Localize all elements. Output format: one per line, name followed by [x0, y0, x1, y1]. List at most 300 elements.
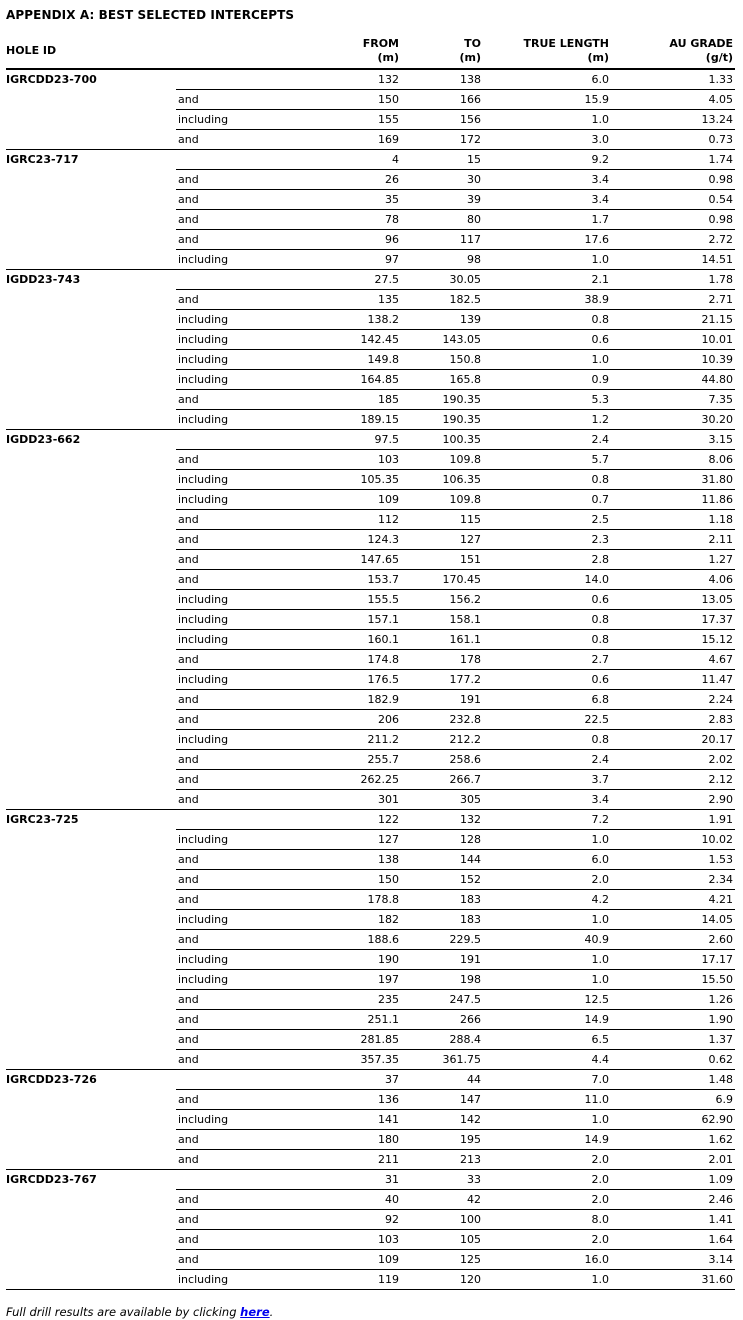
to-cell: 258.6	[401, 750, 483, 770]
table-row	[6, 1270, 735, 1290]
hole-id-cell	[6, 690, 176, 710]
hole-id-cell	[6, 1190, 176, 1210]
length-cell: 3.4	[483, 170, 611, 190]
length-cell: 3.4	[483, 190, 611, 210]
length-cell: 14.9	[483, 1130, 611, 1150]
grade-cell: 2.46	[611, 1190, 735, 1210]
to-cell: 106.35	[401, 470, 483, 490]
from-cell: 96	[298, 230, 401, 250]
hole-id-cell: IGDD23-662	[6, 430, 176, 450]
from-cell: 78	[298, 210, 401, 230]
table-row	[6, 330, 735, 350]
to-cell: 178	[401, 650, 483, 670]
length-cell: 6.0	[483, 69, 611, 90]
length-cell: 0.8	[483, 310, 611, 330]
grade-cell: 4.05	[611, 90, 735, 110]
qualifier-cell	[176, 1170, 298, 1190]
qualifier-cell: and	[176, 170, 298, 190]
grade-cell: 15.12	[611, 630, 735, 650]
from-cell: 112	[298, 510, 401, 530]
column-header-au-grade	[611, 35, 735, 69]
length-cell: 2.5	[483, 510, 611, 530]
hole-id-cell	[6, 770, 176, 790]
from-cell: 35	[298, 190, 401, 210]
grade-cell: 13.05	[611, 590, 735, 610]
length-cell: 17.6	[483, 230, 611, 250]
grade-cell: 30.20	[611, 410, 735, 430]
from-cell: 176.5	[298, 670, 401, 690]
qualifier-cell: and	[176, 990, 298, 1010]
table-row	[6, 170, 735, 190]
from-cell: 135	[298, 290, 401, 310]
qualifier-cell: including	[176, 630, 298, 650]
to-cell: 182.5	[401, 290, 483, 310]
qualifier-cell: and	[176, 1190, 298, 1210]
grade-cell: 2.83	[611, 710, 735, 730]
to-cell: 190.35	[401, 390, 483, 410]
length-cell: 3.0	[483, 130, 611, 150]
grade-cell: 2.12	[611, 770, 735, 790]
table-row	[6, 690, 735, 710]
hole-id-cell	[6, 1150, 176, 1170]
length-cell: 2.8	[483, 550, 611, 570]
hole-id-cell	[6, 1270, 176, 1290]
column-header-from	[298, 35, 401, 69]
table-row	[6, 90, 735, 110]
to-cell: 198	[401, 970, 483, 990]
length-cell: 2.0	[483, 1230, 611, 1250]
length-cell: 3.4	[483, 790, 611, 810]
to-cell: 266	[401, 1010, 483, 1030]
length-cell: 6.0	[483, 850, 611, 870]
length-cell: 1.0	[483, 970, 611, 990]
hole-id-cell: IGRCDD23-767	[6, 1170, 176, 1190]
length-cell: 4.2	[483, 890, 611, 910]
from-cell: 197	[298, 970, 401, 990]
hole-id-cell	[6, 1230, 176, 1250]
length-cell: 0.8	[483, 630, 611, 650]
grade-cell: 2.01	[611, 1150, 735, 1170]
hole-id-cell	[6, 1030, 176, 1050]
qualifier-cell	[176, 270, 298, 290]
hole-id-cell	[6, 930, 176, 950]
to-cell: 105	[401, 1230, 483, 1250]
table-row	[6, 1070, 735, 1090]
table-row	[6, 650, 735, 670]
table-row	[6, 450, 735, 470]
table-row	[6, 1170, 735, 1190]
hole-id-cell	[6, 1130, 176, 1150]
hole-id-cell	[6, 590, 176, 610]
length-cell: 22.5	[483, 710, 611, 730]
hole-id-cell	[6, 850, 176, 870]
qualifier-cell: and	[176, 1130, 298, 1150]
hole-id-cell	[6, 910, 176, 930]
table-row	[6, 230, 735, 250]
from-cell: 206	[298, 710, 401, 730]
qualifier-cell: and	[176, 1210, 298, 1230]
table-row	[6, 790, 735, 810]
table-row	[6, 270, 735, 290]
to-cell: 212.2	[401, 730, 483, 750]
from-cell: 178.8	[298, 890, 401, 910]
column-header-unit: (m)	[587, 51, 610, 64]
table-row	[6, 610, 735, 630]
qualifier-cell: and	[176, 290, 298, 310]
qualifier-cell: and	[176, 1010, 298, 1030]
hole-id-cell	[6, 290, 176, 310]
table-row	[6, 470, 735, 490]
hole-id-cell	[6, 250, 176, 270]
length-cell: 14.0	[483, 570, 611, 590]
grade-cell: 0.54	[611, 190, 735, 210]
to-cell: 229.5	[401, 930, 483, 950]
to-cell: 305	[401, 790, 483, 810]
to-cell: 30	[401, 170, 483, 190]
to-cell: 183	[401, 890, 483, 910]
footer-text-end: .	[269, 1305, 274, 1319]
from-cell: 251.1	[298, 1010, 401, 1030]
to-cell: 42	[401, 1190, 483, 1210]
hole-id-cell: IGRC23-725	[6, 810, 176, 830]
from-cell: 262.25	[298, 770, 401, 790]
qualifier-cell: and	[176, 750, 298, 770]
length-cell: 2.0	[483, 1150, 611, 1170]
length-cell: 4.4	[483, 1050, 611, 1070]
table-row	[6, 890, 735, 910]
column-header-hole-id	[6, 35, 298, 69]
here-link[interactable]: here	[240, 1305, 270, 1319]
to-cell: 128	[401, 830, 483, 850]
table-row	[6, 370, 735, 390]
hole-id-cell	[6, 470, 176, 490]
footer-text: Full drill results are available by clicking	[6, 1305, 241, 1319]
table-row	[6, 950, 735, 970]
hole-id-cell: IGDD23-743	[6, 270, 176, 290]
length-cell: 15.9	[483, 90, 611, 110]
qualifier-cell: including	[176, 730, 298, 750]
hole-id-cell	[6, 950, 176, 970]
from-cell: 26	[298, 170, 401, 190]
table-row	[6, 870, 735, 890]
to-cell: 15	[401, 150, 483, 170]
to-cell: 166	[401, 90, 483, 110]
qualifier-cell: and	[176, 190, 298, 210]
length-cell: 2.7	[483, 650, 611, 670]
hole-id-cell	[6, 550, 176, 570]
length-cell: 0.8	[483, 730, 611, 750]
table-row	[6, 830, 735, 850]
qualifier-cell: and	[176, 450, 298, 470]
hole-id-cell	[6, 390, 176, 410]
from-cell: 190	[298, 950, 401, 970]
length-cell: 2.0	[483, 1170, 611, 1190]
hole-id-cell	[6, 730, 176, 750]
hole-id-cell	[6, 490, 176, 510]
table-row	[6, 110, 735, 130]
from-cell: 136	[298, 1090, 401, 1110]
grade-cell: 20.17	[611, 730, 735, 750]
hole-id-cell	[6, 530, 176, 550]
qualifier-cell: and	[176, 570, 298, 590]
qualifier-cell: and	[176, 790, 298, 810]
to-cell: 213	[401, 1150, 483, 1170]
hole-id-cell	[6, 510, 176, 530]
hole-id-cell	[6, 670, 176, 690]
to-cell: 100	[401, 1210, 483, 1230]
hole-id-cell	[6, 1010, 176, 1030]
hole-id-cell	[6, 330, 176, 350]
length-cell: 0.6	[483, 330, 611, 350]
to-cell: 127	[401, 530, 483, 550]
grade-cell: 2.60	[611, 930, 735, 950]
table-row	[6, 710, 735, 730]
qualifier-cell: and	[176, 210, 298, 230]
grade-cell: 1.91	[611, 810, 735, 830]
to-cell: 361.75	[401, 1050, 483, 1070]
table-row	[6, 530, 735, 550]
grade-cell: 15.50	[611, 970, 735, 990]
to-cell: 195	[401, 1130, 483, 1150]
grade-cell: 1.74	[611, 150, 735, 170]
from-cell: 97.5	[298, 430, 401, 450]
from-cell: 142.45	[298, 330, 401, 350]
to-cell: 156.2	[401, 590, 483, 610]
grade-cell: 3.14	[611, 1250, 735, 1270]
to-cell: 109.8	[401, 490, 483, 510]
hole-id-cell	[6, 750, 176, 770]
table-row	[6, 810, 735, 830]
hole-id-cell	[6, 1090, 176, 1110]
qualifier-cell: and	[176, 890, 298, 910]
table-row	[6, 1010, 735, 1030]
hole-id-cell	[6, 210, 176, 230]
length-cell: 1.0	[483, 250, 611, 270]
length-cell: 1.0	[483, 350, 611, 370]
to-cell: 152	[401, 870, 483, 890]
qualifier-cell: and	[176, 130, 298, 150]
from-cell: 155.5	[298, 590, 401, 610]
to-cell: 232.8	[401, 710, 483, 730]
length-cell: 6.5	[483, 1030, 611, 1050]
table-row	[6, 550, 735, 570]
grade-cell: 10.01	[611, 330, 735, 350]
from-cell: 182.9	[298, 690, 401, 710]
column-header-label: TRUE LENGTH	[523, 37, 610, 50]
hole-id-cell	[6, 310, 176, 330]
length-cell: 0.8	[483, 470, 611, 490]
table-row	[6, 1210, 735, 1230]
hole-id-cell: IGRC23-717	[6, 150, 176, 170]
length-cell: 2.4	[483, 430, 611, 450]
hole-id-cell	[6, 570, 176, 590]
from-cell: 122	[298, 810, 401, 830]
table-row	[6, 1230, 735, 1250]
table-row	[6, 490, 735, 510]
to-cell: 117	[401, 230, 483, 250]
length-cell: 1.0	[483, 1110, 611, 1130]
qualifier-cell: including	[176, 950, 298, 970]
qualifier-cell: and	[176, 230, 298, 250]
hole-id-cell	[6, 130, 176, 150]
from-cell: 127	[298, 830, 401, 850]
table-row	[6, 1090, 735, 1110]
grade-cell: 1.37	[611, 1030, 735, 1050]
grade-cell: 1.64	[611, 1230, 735, 1250]
length-cell: 1.0	[483, 950, 611, 970]
from-cell: 182	[298, 910, 401, 930]
grade-cell: 11.47	[611, 670, 735, 690]
qualifier-cell: including	[176, 330, 298, 350]
intercepts-table-body	[6, 69, 735, 1290]
grade-cell: 13.24	[611, 110, 735, 130]
to-cell: 177.2	[401, 670, 483, 690]
qualifier-cell: and	[176, 1050, 298, 1070]
from-cell: 255.7	[298, 750, 401, 770]
table-row	[6, 850, 735, 870]
hole-id-cell	[6, 890, 176, 910]
table-row	[6, 1250, 735, 1270]
length-cell: 7.0	[483, 1070, 611, 1090]
footer-note	[6, 1305, 737, 1320]
qualifier-cell: including	[176, 490, 298, 510]
from-cell: 40	[298, 1190, 401, 1210]
grade-cell: 0.98	[611, 170, 735, 190]
column-header-label: TO	[464, 37, 482, 50]
grade-cell: 2.24	[611, 690, 735, 710]
grade-cell: 44.80	[611, 370, 735, 390]
from-cell: 92	[298, 1210, 401, 1230]
qualifier-cell: including	[176, 670, 298, 690]
grade-cell: 4.67	[611, 650, 735, 670]
from-cell: 174.8	[298, 650, 401, 670]
from-cell: 357.35	[298, 1050, 401, 1070]
length-cell: 0.8	[483, 610, 611, 630]
from-cell: 188.6	[298, 930, 401, 950]
to-cell: 172	[401, 130, 483, 150]
from-cell: 31	[298, 1170, 401, 1190]
hole-id-cell	[6, 970, 176, 990]
hole-id-cell	[6, 610, 176, 630]
grade-cell: 7.35	[611, 390, 735, 410]
from-cell: 4	[298, 150, 401, 170]
length-cell: 5.7	[483, 450, 611, 470]
table-row	[6, 1030, 735, 1050]
qualifier-cell: including	[176, 590, 298, 610]
qualifier-cell: and	[176, 530, 298, 550]
grade-cell: 1.90	[611, 1010, 735, 1030]
from-cell: 160.1	[298, 630, 401, 650]
grade-cell: 1.18	[611, 510, 735, 530]
to-cell: 109.8	[401, 450, 483, 470]
from-cell: 180	[298, 1130, 401, 1150]
grade-cell: 31.60	[611, 1270, 735, 1290]
qualifier-cell: and	[176, 1090, 298, 1110]
grade-cell: 17.37	[611, 610, 735, 630]
hole-id-cell	[6, 1050, 176, 1070]
hole-id-cell	[6, 830, 176, 850]
to-cell: 147	[401, 1090, 483, 1110]
from-cell: 185	[298, 390, 401, 410]
length-cell: 2.0	[483, 1190, 611, 1210]
length-cell: 7.2	[483, 810, 611, 830]
to-cell: 151	[401, 550, 483, 570]
table-row	[6, 210, 735, 230]
to-cell: 80	[401, 210, 483, 230]
table-row	[6, 69, 735, 90]
column-header-label: AU GRADE	[669, 37, 734, 50]
to-cell: 183	[401, 910, 483, 930]
length-cell: 0.7	[483, 490, 611, 510]
qualifier-cell	[176, 69, 298, 90]
to-cell: 98	[401, 250, 483, 270]
from-cell: 132	[298, 69, 401, 90]
qualifier-cell: including	[176, 370, 298, 390]
table-row	[6, 1110, 735, 1130]
table-header-row	[6, 35, 735, 69]
length-cell: 1.0	[483, 1270, 611, 1290]
from-cell: 141	[298, 1110, 401, 1130]
table-row	[6, 770, 735, 790]
qualifier-cell: including	[176, 110, 298, 130]
column-header-unit: (m)	[377, 51, 400, 64]
length-cell: 11.0	[483, 1090, 611, 1110]
hole-id-cell	[6, 990, 176, 1010]
hole-id-cell	[6, 230, 176, 250]
to-cell: 170.45	[401, 570, 483, 590]
grade-cell: 4.21	[611, 890, 735, 910]
grade-cell: 2.72	[611, 230, 735, 250]
length-cell: 8.0	[483, 1210, 611, 1230]
length-cell: 1.0	[483, 830, 611, 850]
from-cell: 103	[298, 1230, 401, 1250]
from-cell: 150	[298, 870, 401, 890]
from-cell: 281.85	[298, 1030, 401, 1050]
table-row	[6, 570, 735, 590]
qualifier-cell: including	[176, 970, 298, 990]
from-cell: 37	[298, 1070, 401, 1090]
qualifier-cell	[176, 1070, 298, 1090]
qualifier-cell: and	[176, 650, 298, 670]
grade-cell: 1.33	[611, 69, 735, 90]
to-cell: 144	[401, 850, 483, 870]
from-cell: 147.65	[298, 550, 401, 570]
from-cell: 189.15	[298, 410, 401, 430]
hole-id-cell	[6, 110, 176, 130]
column-header-unit: (m)	[459, 51, 482, 64]
length-cell: 5.3	[483, 390, 611, 410]
table-row	[6, 390, 735, 410]
to-cell: 158.1	[401, 610, 483, 630]
hole-id-cell	[6, 190, 176, 210]
hole-id-cell	[6, 370, 176, 390]
hole-id-cell	[6, 170, 176, 190]
qualifier-cell: and	[176, 710, 298, 730]
from-cell: 138	[298, 850, 401, 870]
qualifier-cell	[176, 150, 298, 170]
hole-id-cell	[6, 870, 176, 890]
table-row	[6, 150, 735, 170]
table-row	[6, 630, 735, 650]
table-row	[6, 730, 735, 750]
table-row	[6, 1150, 735, 1170]
hole-id-cell	[6, 710, 176, 730]
grade-cell: 1.53	[611, 850, 735, 870]
qualifier-cell: and	[176, 930, 298, 950]
to-cell: 161.1	[401, 630, 483, 650]
from-cell: 164.85	[298, 370, 401, 390]
length-cell: 2.3	[483, 530, 611, 550]
